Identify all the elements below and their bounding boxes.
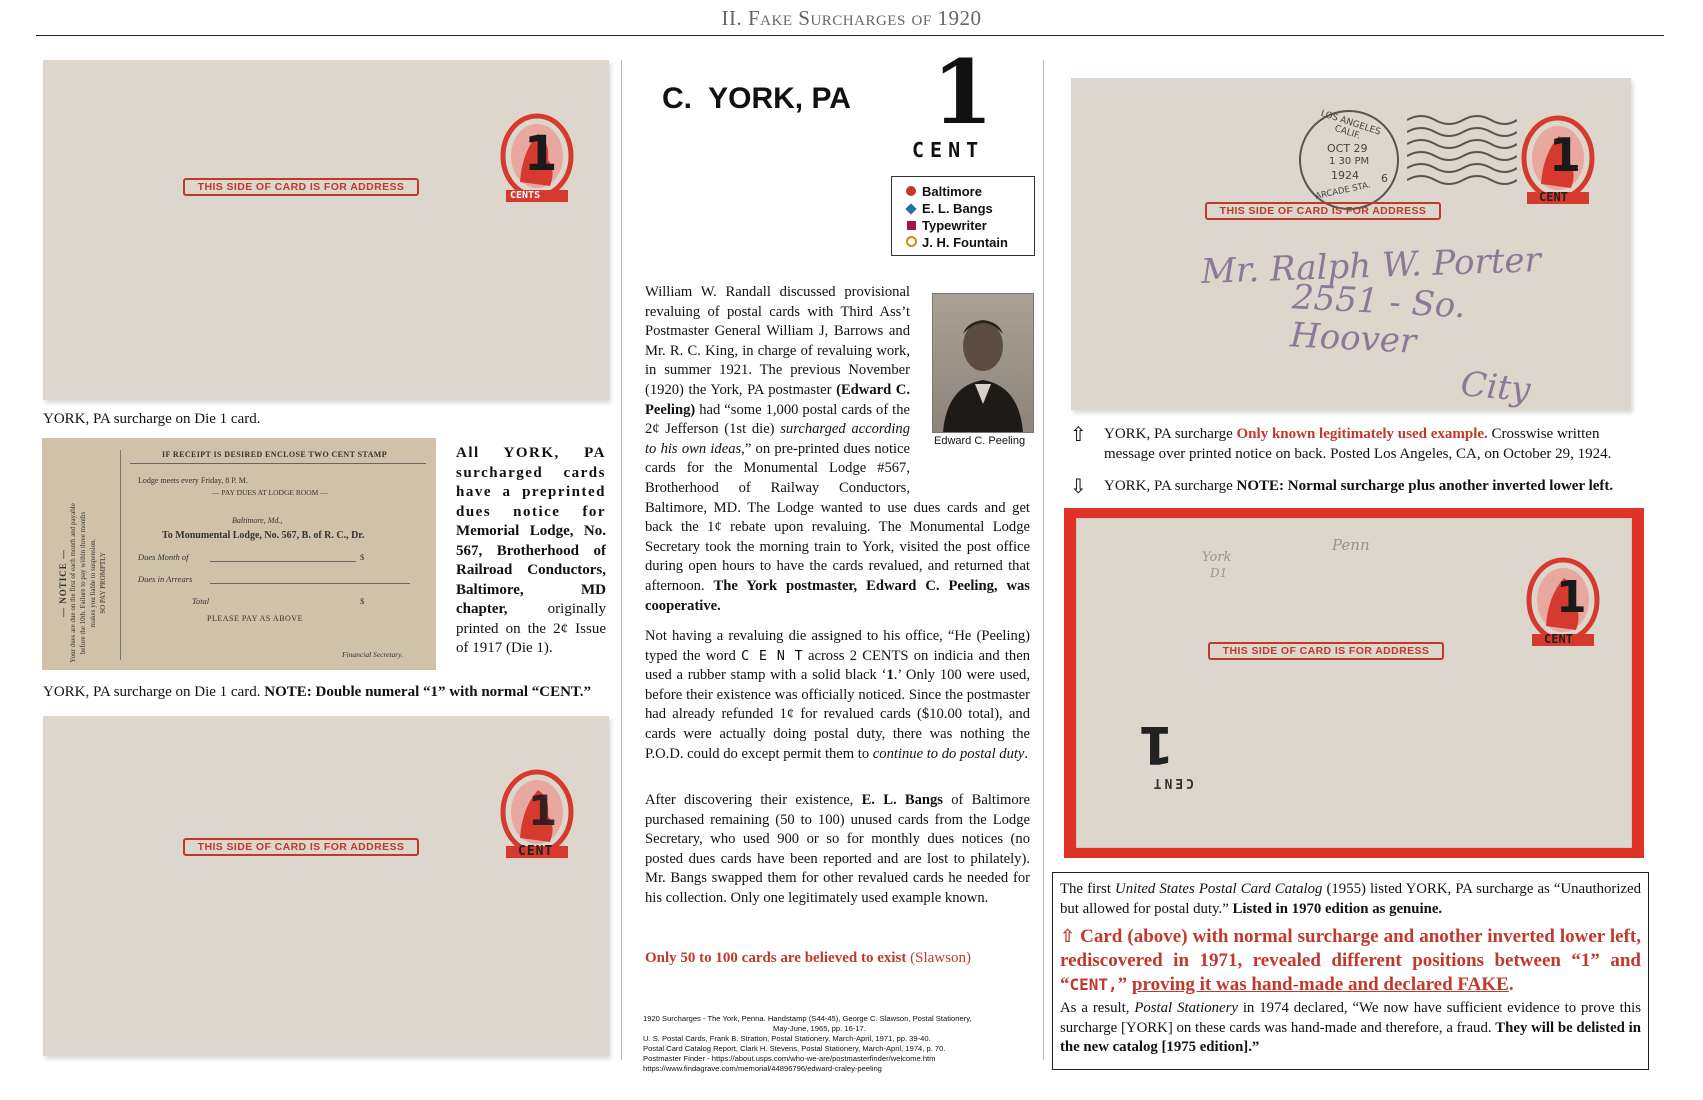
surcharge-numeral: 1: [524, 126, 558, 182]
jefferson-stamp: [498, 112, 576, 204]
p3-c: of Baltimore purchased remaining (50 to 100) unused cards from the Lodge Secretary, who used 900 or so for monthly dues notices (no posted dues cards have been reported and are lost to philately). Mr. Bangs swapped them for other revalued cards he needed for his collection. Only one legitimately used example known.: [645, 792, 1031, 906]
jefferson-stamp: [1519, 114, 1597, 206]
reference-line: Postmaster Finder - https://about.usps.com/who-we-are/postmasterfinder/welcome.htm: [643, 1054, 936, 1063]
p3-b: E. L. Bangs: [861, 792, 943, 808]
header-rule: [36, 35, 1664, 36]
p2-g: .: [1024, 745, 1029, 762]
p3-a: After discovering their existence,: [645, 792, 862, 808]
p1-e: ” on pre-printed dues notice cards for the Monumental Lodge #567, Brotherhood of Railway Conductors, Baltimore, MD. The Lodge wanted to use dues cards and get back the 1¢ rebate upon revaluing. The Monumental Lodge Secretary took the morning train to York, visited the post office during open hours to have the cards revalued, and returned that afternoon.: [645, 440, 1030, 594]
reference-line: U. S. Postal Cards, Frank B. Stratton, Postal Stationery, March-April, 1971, pp. 39-40.: [643, 1034, 931, 1043]
caption-card1: YORK, PA surcharge on Die 1 card.: [43, 411, 261, 427]
box-p3-c: in 1974 declared, “We now have sufficient evidence to prove this surcharge [YORK] on these cards was hand-made and therefore, a fraud.: [1060, 1000, 1641, 1036]
box-p2-a: Card (above) with normal surcharge and another inverted lower left, rediscovered in 1971, revealed different positions between “1” and “: [1060, 926, 1641, 995]
dues-secretary: Financial Secretary.: [342, 650, 403, 659]
p1-d: surcharged according to his own ideas,: [645, 421, 910, 457]
dues-to: To Monumental Lodge, No. 567, B. of R. C., Dr.: [162, 530, 365, 541]
dues-meets: Lodge meets every Friday, 8 P. M.: [138, 476, 248, 485]
inverted-card-frame: [1064, 508, 1644, 858]
box-p2-e: .: [1508, 974, 1514, 995]
dues-arrears: Dues in Arrears: [138, 574, 193, 584]
notice-heading: — NOTICE —: [58, 549, 68, 618]
p1-a: William W. Randall discussed provisional revaluing of postal cards with Third Ass’t Postmaster General William J, Barrows and Mr. R. C. King, in charge of revaluing work, in summer 1921. The previous November (1920) the York, PA postmaster: [645, 284, 910, 398]
existence-note: [645, 950, 971, 967]
conclusion-p3: [1060, 999, 1641, 1058]
arrow-up-icon: ⇧: [1070, 422, 1087, 446]
box-p1-a: The first: [1060, 881, 1116, 897]
address-line: THIS SIDE OF CARD IS FOR ADDRESS: [1208, 642, 1444, 660]
box-p1-b: United States Postal Card Catalog: [1115, 881, 1323, 897]
legend: [891, 176, 1035, 256]
arrow-up-icon: ⇧: [1060, 926, 1076, 947]
surcharge-numeral: 1: [1556, 572, 1587, 623]
inverted-card-caption: [1070, 476, 1650, 496]
legend-label: E. L. Bangs: [922, 201, 993, 216]
cent-word: CENT: [912, 138, 985, 162]
handwriting-line-2: 2551 - So. Hoover: [1289, 277, 1467, 362]
side-note-p3: originally printed on the 2¢ Issue of 1917 (Die 1).: [456, 601, 606, 656]
box-p1-c: (1955) listed YORK, PA surcharge as “Unauthorized but allowed for postal duty.”: [1060, 881, 1642, 917]
p2-c: across 2 CENTS on indicia and then used a rubber stamp with a solid black ‘: [645, 647, 1030, 684]
section-title: C. YORK, PA: [662, 82, 851, 115]
page-header: II. Fake Surcharges of 1920: [721, 6, 982, 30]
column-divider-right: [1043, 60, 1044, 1060]
dues-pay: — PAY DUES AT LODGE ROOM —: [212, 488, 328, 497]
caption-card2: [43, 683, 591, 702]
address-line: THIS SIDE OF CARD IS FOR ADDRESS: [1205, 202, 1441, 220]
reference-line: https://www.findagrave.com/memorial/44896796/edward-craley-peeling: [643, 1064, 882, 1073]
cap1-plain: YORK, PA surcharge: [1104, 426, 1237, 442]
surcharge-cent: CENT: [1544, 632, 1573, 646]
existence-bold: Only 50 to 100 cards are believed to exist: [645, 950, 907, 966]
inverted-numeral: 1: [1137, 714, 1174, 774]
jefferson-stamp: [498, 768, 576, 860]
conclusion-p2: [1060, 925, 1641, 997]
box-p1-d: Listed in 1970 edition as genuine.: [1232, 900, 1443, 917]
cap1-highlight: Only known legitimately used example.: [1236, 426, 1488, 442]
orange-ring-icon: [900, 235, 922, 250]
dues-dollar-1: $: [360, 552, 365, 562]
history-paragraph-3: [645, 791, 1030, 909]
notice-line-1: Your dues are due on the first of each month and payable: [69, 503, 77, 663]
p2-f: continue to do postal duty: [872, 745, 1025, 762]
dues-please: PLEASE PAY AS ABOVE: [207, 614, 303, 623]
portrait-caption: Edward C. Peeling: [934, 435, 1026, 447]
notice-line-4: SO PAY PROMPTLY: [99, 552, 107, 614]
p2-b: C E N T: [741, 647, 803, 664]
side-note-p2: Memorial Lodge, No. 567, Brotherhood of Railroad Conductors, Baltimore, MD chapter,: [456, 523, 606, 617]
p1-c: had “some 1,000 postal cards of the 2¢ Jefferson (1st die): [645, 401, 910, 438]
postmark: [1299, 110, 1399, 210]
box-p3-a: As a result,: [1060, 1000, 1135, 1016]
dues-side-notice: [48, 478, 118, 663]
history-paragraph-2: [645, 627, 1030, 764]
postmark-city: LOS ANGELES CALIF.: [1319, 108, 1382, 142]
cancel-lines-icon: [1407, 108, 1517, 198]
existence-source: (Slawson): [906, 950, 971, 966]
cap2-note: NOTE: Normal surcharge plus another inverted lower left.: [1236, 478, 1614, 494]
box-p3-b: Postal Stationery: [1134, 1000, 1238, 1016]
side-note: [456, 444, 606, 659]
surcharge-numeral: 1: [1549, 128, 1582, 182]
handwritten-address: [1200, 240, 1601, 411]
caption-card2-note: NOTE: Double numeral “1” with normal “CENT.”: [264, 684, 592, 700]
blue-diamond-icon: [900, 201, 922, 216]
pencil-note-york: York: [1202, 550, 1232, 565]
postal-card-inverted: [1076, 518, 1632, 848]
side-note-p1: All YORK, PA surcharged cards have a preprinted dues notice for: [456, 445, 606, 520]
address-line: THIS SIDE OF CARD IS FOR ADDRESS: [183, 838, 419, 856]
legend-label: J. H. Fountain: [922, 235, 1008, 250]
legend-item-bangs: [900, 200, 1026, 217]
legend-item-fountain: [900, 234, 1026, 251]
box-p2-b: CENT,: [1069, 975, 1118, 994]
surcharge-cent: CENT: [518, 844, 554, 859]
pencil-note-penn: Penn: [1332, 536, 1370, 554]
handwriting-line-1: Mr. Ralph W. Porter: [1200, 240, 1542, 292]
notice-line-2: before the 10th. Failure to pay within three months: [79, 511, 87, 655]
dues-month: Dues Month of: [138, 552, 189, 562]
postal-card-double-numeral: [43, 716, 609, 1056]
surcharge-cent: CENTS: [510, 190, 541, 201]
postmark-date: OCT 29: [1327, 142, 1368, 155]
conclusion-box: [1052, 872, 1649, 1070]
notice-line-3: makes you liable to suspension.: [89, 538, 97, 628]
postmark-year: 1924: [1331, 169, 1359, 182]
arrow-down-icon: ⇩: [1070, 474, 1087, 498]
p2-d: 1: [886, 667, 894, 684]
red-dot-icon: [900, 184, 922, 199]
cap2-plain: YORK, PA surcharge: [1104, 478, 1237, 494]
postal-card-die1: [43, 60, 609, 400]
surcharge-numeral: 1: [528, 786, 558, 835]
legend-label: Baltimore: [922, 184, 982, 199]
cap1-rest: Crosswise written message over printed notice on back. Posted Los Angeles, CA, on October 29, 1924.: [1104, 426, 1612, 462]
legend-label: Typewriter: [922, 218, 987, 233]
dues-dollar-2: $: [360, 596, 365, 606]
references: [643, 1014, 1033, 1074]
p1-b: (Edward C. Peeling): [645, 381, 910, 418]
inverted-surcharge: [1114, 700, 1194, 790]
conclusion-p1: [1060, 880, 1641, 919]
box-p3-d: They will be delisted in the new catalog [1975 edition].”: [1060, 1019, 1641, 1055]
inverted-cent: CENT: [1150, 775, 1194, 790]
box-p2-d: proving it was hand-made and declared FAKE: [1131, 974, 1509, 995]
legend-item-baltimore: [900, 183, 1026, 200]
p2-a: Not having a revaluing die assigned to his office, “He (Peeling) typed the word: [645, 628, 1030, 664]
p1-f: The York postmaster, Edward C. Peeling, was cooperative.: [645, 577, 1030, 614]
surcharge-cent: CENT: [1539, 190, 1568, 204]
dues-top-line: IF RECEIPT IS DESIRED ENCLOSE TWO CENT STAMP: [162, 450, 387, 459]
reference-line: 1920 Surcharges - The York, Penna. Handstamp (S44-45), George C. Slawson, Postal Stationery,: [643, 1014, 972, 1023]
postmark-time: 1 30 PM: [1329, 156, 1370, 167]
legend-item-typewriter: [900, 217, 1026, 234]
reference-line: Postal Card Catalog Report, Clark H. Stevens, Postal Stationery, March-April, 1974, p. 70.: [643, 1044, 946, 1053]
pencil-note-die: D1: [1210, 566, 1228, 580]
caption-card2-plain: YORK, PA surcharge on Die 1 card.: [43, 684, 265, 700]
address-line: THIS SIDE OF CARD IS FOR ADDRESS: [183, 178, 419, 196]
postmark-station: ARCADE STA.: [1314, 180, 1372, 202]
column-divider-left: [621, 60, 622, 1060]
dues-total: Total: [192, 596, 210, 606]
history-paragraph-1: [645, 283, 1030, 616]
p2-e: .’ Only 100 were used, before their existence was officially noticed. Since the postmaster had already refunded 1¢ for revalued cards ($10.00 total), and cards were actually doing postal duty, there was nothing the P.O.D. could do except permit them to: [645, 667, 1030, 762]
handwriting-line-3: City: [1459, 364, 1533, 411]
dues-city: Baltimore, Md.,: [232, 516, 283, 525]
used-card-caption: [1070, 424, 1650, 464]
magenta-square-icon: [900, 218, 922, 233]
box-p2-c: ”: [1117, 974, 1132, 995]
jefferson-stamp: [1524, 556, 1602, 648]
dues-notice-card: [42, 438, 436, 670]
big-numeral: 1: [932, 40, 994, 144]
postal-card-used: [1071, 78, 1631, 410]
postmark-number: 6: [1381, 172, 1388, 185]
reference-line: May-June, 1965, pp. 16-17.: [773, 1024, 866, 1033]
